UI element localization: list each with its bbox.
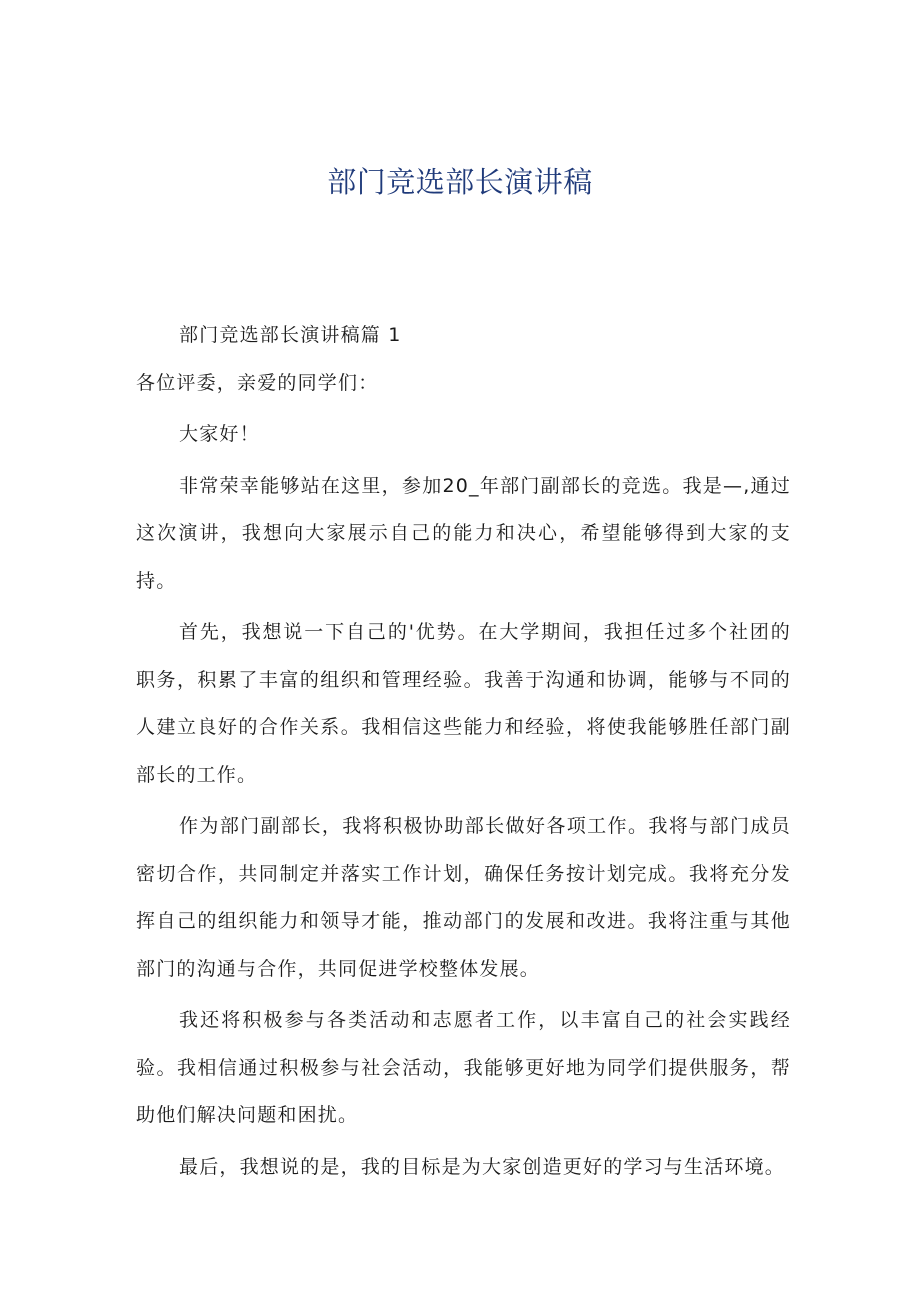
paragraph-1: 非常荣幸能够站在这里，参加20_年部门副部长的竞选。我是—,通过这次演讲，我想向大家展示自己的能力和决心，希望能够得到大家的支持。 xyxy=(136,474,791,592)
document-title: 部门竞选部长演讲稿 xyxy=(327,165,593,199)
salutation: 各位评委，亲爱的同学们： xyxy=(136,371,379,394)
paragraph-4: 我还将积极参与各类活动和志愿者工作，以丰富自己的社会实践经验。我相信通过积极参与社会活动，我能够更好地为同学们提供服务，帮助他们解决问题和困扰。 xyxy=(136,1009,791,1126)
paragraph-5: 最后，我想说的是，我的目标是为大家创造更好的学习与生活环境。 xyxy=(179,1155,786,1178)
greeting: 大家好！ xyxy=(179,423,260,445)
section-heading: 部门竞选部长演讲稿篇 1 xyxy=(179,324,402,346)
document-body xyxy=(136,312,791,1191)
paragraph-2: 首先，我想说一下自己的'优势。在大学期间，我担任过多个社团的职务，积累了丰富的组织和管理经验。我善于沟通和协调，能够与不同的人建立良好的合作关系。我相信这些能力和经验，将使我能够胜任部门副部长的工作。 xyxy=(136,621,791,786)
paragraph-3: 作为部门副部长，我将积极协助部长做好各项工作。我将与部门成员密切合作，共同制定并落实工作计划，确保任务按计划完成。我将充分发挥自己的组织能力和领导才能，推动部门的发展和改进。我将注重与其他部门的沟通与合作，共同促进学校整体发展。 xyxy=(136,815,791,980)
